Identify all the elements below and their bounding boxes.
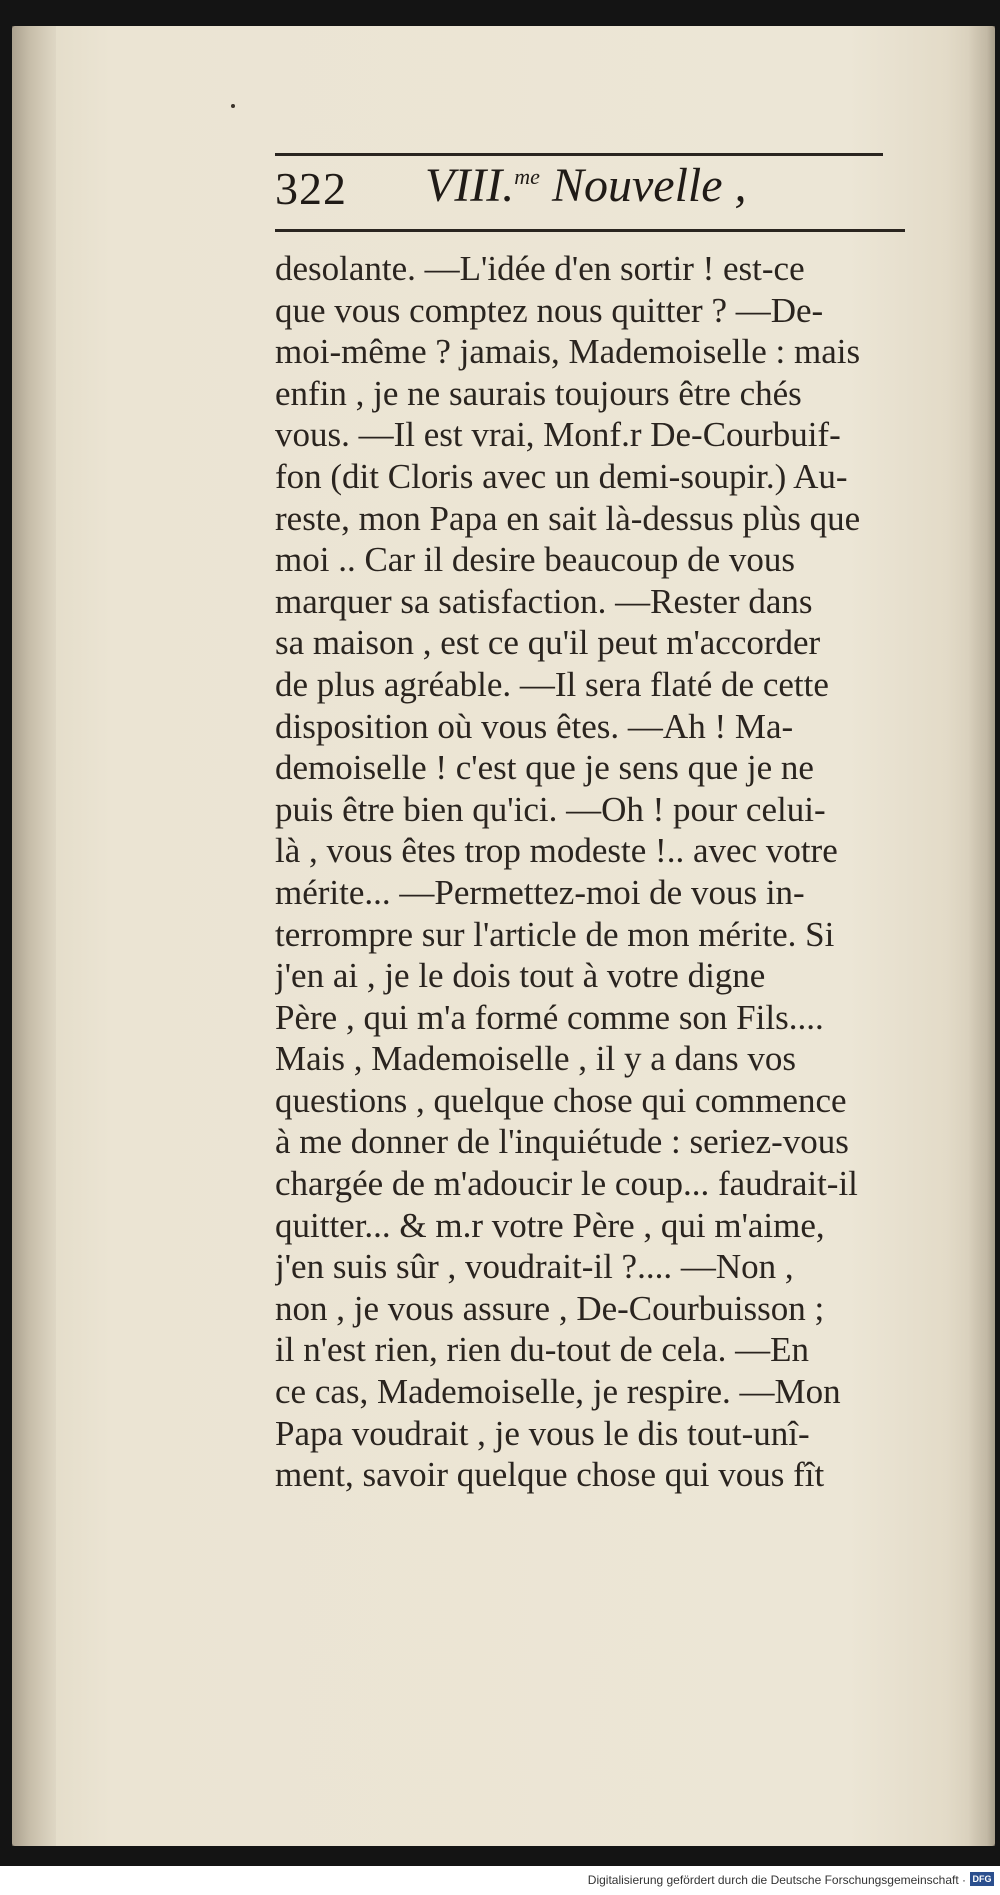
running-head-title: Nouvelle , — [539, 159, 747, 212]
text-line: enfin , je ne saurais toujours être chés — [275, 373, 802, 413]
text-line: fon (dit Cloris avec un demi-soupir.) Au- — [275, 456, 848, 496]
running-head-superscript: me — [514, 164, 540, 189]
text-line: terrompre sur l'article de mon mérite. Si — [275, 914, 835, 954]
body-text — [275, 248, 925, 1496]
stray-mark — [231, 104, 235, 108]
text-line: moi-même ? jamais, Mademoiselle : mais — [275, 332, 861, 372]
text-line: vous. —Il est vrai, Monf.r De-Courbuif- — [275, 415, 841, 455]
text-line: ce cas, Mademoiselle, je respire. —Mon — [275, 1372, 841, 1412]
text-line: moi .. Car il desire beaucoup de vous — [275, 540, 796, 580]
text-line: reste, mon Papa en sait là-dessus plùs que — [275, 498, 861, 538]
text-line: il n'est rien, rien du-tout de cela. —En — [275, 1330, 810, 1370]
page-edge-right — [968, 26, 995, 1846]
text-line: questions , quelque chose qui commence — [275, 1080, 847, 1120]
text-line: Mais , Mademoiselle , il y a dans vos — [275, 1039, 797, 1079]
dfg-logo-icon: DFG — [970, 1872, 994, 1886]
text-line: sa maison , est ce qu'il peut m'accorder — [275, 623, 821, 663]
text-line: mérite... —Permettez-moi de vous in- — [275, 872, 805, 912]
text-line: demoiselle ! c'est que je sens que je ne — [275, 748, 814, 788]
text-line: Père , qui m'a formé comme son Fils.... — [275, 997, 824, 1037]
text-line: que vous comptez nous quitter ? —De- — [275, 290, 824, 330]
text-line: de plus agréable. —Il sera flaté de cette — [275, 664, 829, 704]
page-edge-left — [12, 26, 56, 1846]
page-number: 322 — [275, 163, 347, 214]
running-head — [425, 158, 747, 213]
footer-bar — [0, 1866, 1000, 1895]
text-line: quitter... & m.r votre Père , qui m'aime, — [275, 1205, 825, 1245]
running-head-chapter: VIII. — [425, 159, 515, 212]
text-line: puis être bien qu'ici. —Oh ! pour celui- — [275, 789, 826, 829]
text-line: ment, savoir quelque chose qui vous fît — [275, 1455, 825, 1495]
text-line: à me donner de l'inquiétude : seriez-vous — [275, 1122, 849, 1162]
text-line: disposition où vous êtes. —Ah ! Ma- — [275, 706, 794, 746]
text-line: desolante. —L'idée d'en sortir ! est-ce — [275, 249, 805, 288]
text-line: là , vous êtes trop modeste !.. avec votre — [275, 831, 838, 871]
text-line: marquer sa satisfaction. —Rester dans — [275, 581, 813, 621]
header-rule-bottom — [275, 229, 905, 232]
text-line: chargée de m'adoucir le coup... faudrait-il — [275, 1164, 858, 1204]
page-header — [275, 158, 905, 226]
text-line: non , je vous assure , De-Courbuisson ; — [275, 1288, 825, 1328]
text-line: j'en suis sûr , voudrait-il ?.... —Non , — [275, 1247, 794, 1287]
header-rule-top — [275, 153, 883, 156]
footer-credit: Digitalisierung gefördert durch die Deutsche Forschungsgemeinschaft · — [587, 1873, 966, 1887]
text-line: Papa voudrait , je vous le dis tout-unî- — [275, 1413, 810, 1453]
text-line: j'en ai , je le dois tout à votre digne — [275, 956, 766, 996]
